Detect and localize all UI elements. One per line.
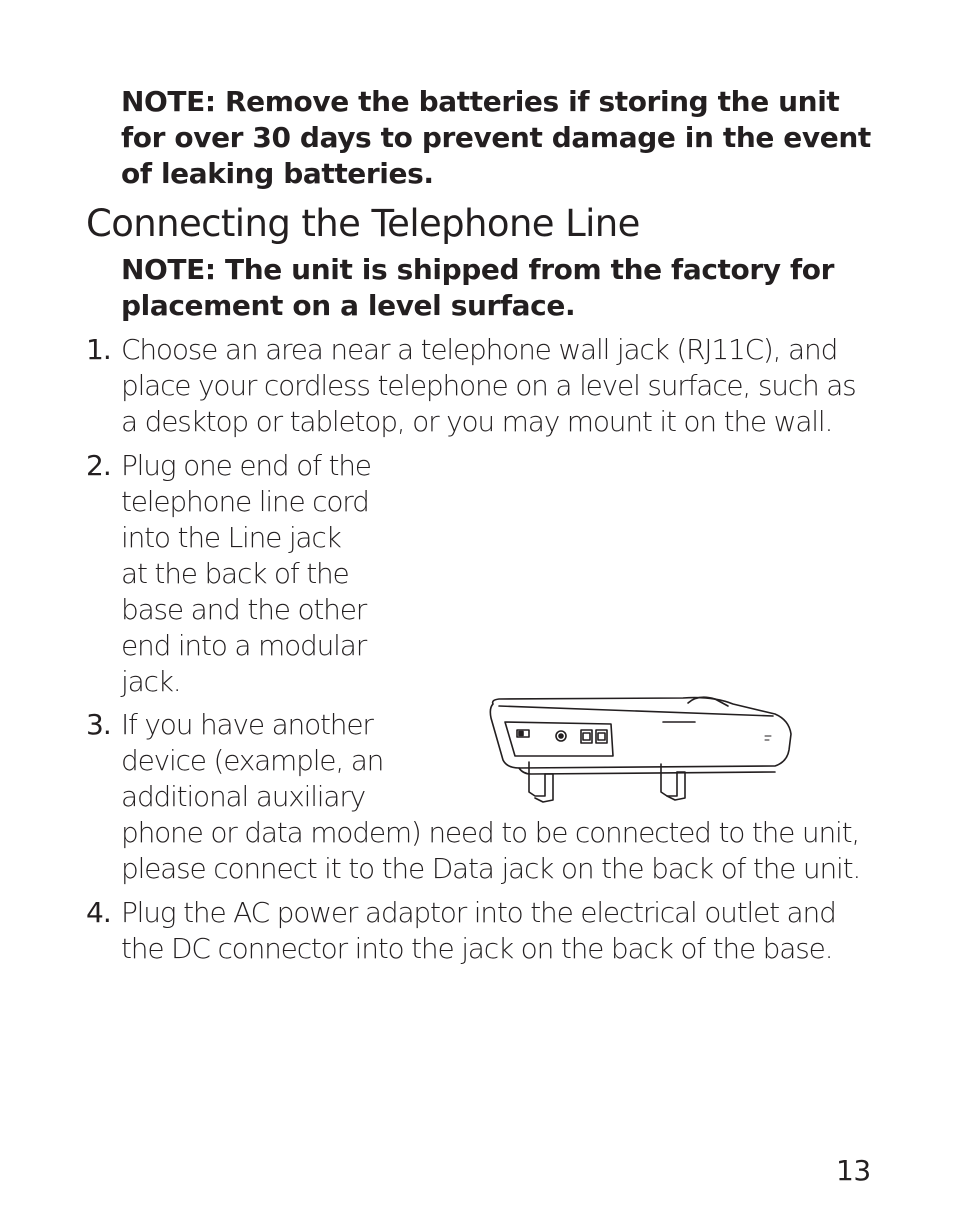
step-line: telephone line cord	[121, 485, 369, 518]
step-number: 4.	[86, 896, 111, 929]
step-line: place your cordless telephone on a level surface, such as	[121, 369, 856, 402]
step-text	[121, 448, 371, 700]
step-line: If you have another	[121, 708, 373, 741]
step-number: 3.	[86, 708, 111, 741]
step-line: device (example, an	[121, 744, 384, 777]
note-batteries-line: for over 30 days to prevent damage in the event	[121, 121, 871, 154]
note-shipping-line: placement on a level surface.	[121, 289, 576, 322]
base-body-outline	[490, 698, 791, 768]
step-line: base and the other	[121, 593, 367, 626]
step-text	[121, 332, 856, 440]
step-number: 2.	[86, 449, 111, 482]
page-number: 13	[836, 1154, 871, 1187]
telephone-base-illustration	[483, 690, 799, 806]
step-line: additional auxiliary	[121, 780, 366, 813]
step-line: jack.	[121, 665, 181, 698]
step-line: into the Line jack	[121, 521, 341, 554]
step-text	[121, 895, 836, 967]
note-shipping	[121, 252, 834, 324]
step-line: Choose an area near a telephone wall jack (RJ11C), and	[121, 333, 838, 366]
right-leg	[661, 764, 677, 796]
step-number: 1.	[86, 333, 111, 366]
step-line: the DC connector into the jack on the back of the base.	[121, 932, 833, 965]
note-batteries	[121, 84, 871, 192]
section-title: Connecting the Telephone Line	[86, 202, 640, 245]
step-line: Plug one end of the	[121, 449, 371, 482]
step-line: phone or data modem) need to be connected to the unit,	[121, 816, 860, 849]
step-line: Plug the AC power adaptor into the electrical outlet and	[121, 896, 836, 929]
note-shipping-line: NOTE: The unit is shipped from the factory for	[121, 253, 834, 286]
step-line: end into a modular	[121, 629, 367, 662]
step-line: at the back of the	[121, 557, 349, 590]
note-batteries-line: of leaking batteries.	[121, 157, 434, 190]
note-batteries-line: NOTE: Remove the batteries if storing the unit	[121, 85, 840, 118]
step-line: please connect it to the Data jack on the back of the unit.	[121, 852, 861, 885]
step-line: a desktop or tabletop, or you may mount it on the wall.	[121, 405, 833, 438]
